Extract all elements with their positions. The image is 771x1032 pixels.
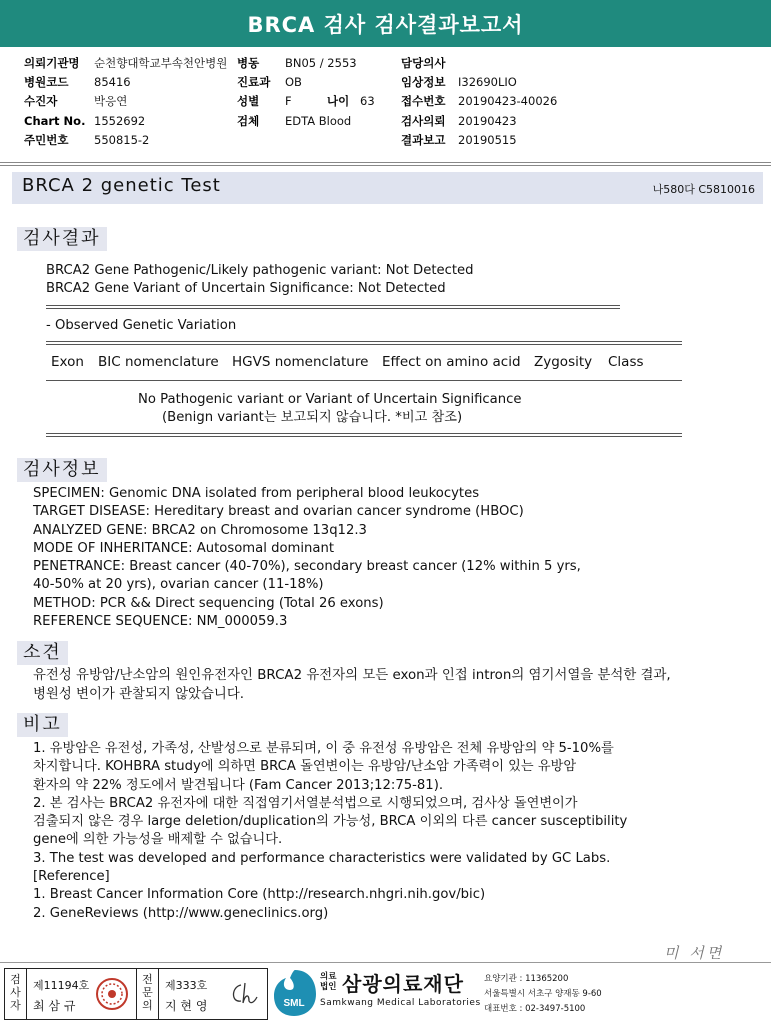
org-address: 서울특별시 서초구 양재동 9-60 <box>484 989 602 999</box>
org-prefix-bottom: 법인 <box>320 982 337 992</box>
remarks-line: [Reference] <box>33 869 110 885</box>
col-effect: Effect on amino acid <box>382 354 521 370</box>
testinfo-line: METHOD: PCR && Direct sequencing (Total 26 exons) <box>33 595 384 611</box>
patient-info <box>0 50 771 160</box>
signature-icon <box>227 979 261 1009</box>
logo-text: SML <box>283 998 305 1009</box>
result-line-2: BRCA2 Gene Variant of Uncertain Significance: Not Detected <box>46 281 446 296</box>
table-header-rule <box>46 380 682 381</box>
col-bic: BIC nomenclature <box>98 354 219 370</box>
remarks-line: 3. The test was developed and performance characteristics were validated by GC Labs. <box>33 850 611 866</box>
footer <box>0 966 771 1026</box>
org-phone: 대표번호 : 02-3497-5100 <box>484 1004 586 1014</box>
remarks-line: 2. GeneReviews (http://www.geneclinics.org) <box>33 905 329 921</box>
hospital-code-value: 85416 <box>94 75 131 89</box>
testinfo-line: TARGET DISEASE: Hereditary breast and ovarian cancer syndrome (HBOC) <box>33 504 524 520</box>
header-divider <box>0 162 771 166</box>
ward-label: 병동 <box>237 56 260 70</box>
recipient-value: 박응연 <box>94 94 128 108</box>
clinical-label: 임상정보 <box>401 75 446 89</box>
specialist-label: 전문의 <box>142 973 153 1012</box>
test-name: BRCA 2 genetic Test <box>22 175 221 196</box>
institution-label: 의뢰기관명 <box>24 56 80 70</box>
tester-label-cell <box>5 969 27 1019</box>
handwritten-signature: 미 서면 <box>664 944 725 962</box>
testinfo-line: SPECIMEN: Genomic DNA isolated from peripheral blood leukocytes <box>33 486 480 501</box>
no-variant-line-2: (Benign variant는 보고되지 않습니다. *비고 참조) <box>162 410 463 425</box>
dept-label: 진료과 <box>237 75 271 89</box>
org-prefix <box>320 972 336 992</box>
sex-value: F <box>285 94 292 108</box>
remarks-line: 2. 본 검사는 BRCA2 유전자에 대한 직접염기서열분석법으로 시행되었으며, 검사상 돌연변이가 <box>33 795 578 811</box>
hospital-code-label: 병원코드 <box>24 75 69 89</box>
receipt-value: 20190423-40026 <box>458 94 558 108</box>
col-hgvs: HGVS nomenclature <box>232 354 369 370</box>
testinfo-line: MODE OF INHERITANCE: Autosomal dominant <box>33 540 334 556</box>
tester-name: 최 삼 규 <box>33 999 76 1013</box>
col-class: Class <box>608 354 644 370</box>
table-bottom-rule <box>46 433 682 437</box>
no-variant-line-1: No Pathogenic variant or Variant of Uncertain Significance <box>138 392 522 407</box>
col-exon: Exon <box>51 354 84 370</box>
specimen-value: EDTA Blood <box>285 114 352 128</box>
org-prefix-top: 의료 <box>320 972 337 982</box>
tester-label: 검사자 <box>10 973 21 1012</box>
section-remarks-heading: 비고 <box>17 713 68 737</box>
org-contact <box>484 972 602 1017</box>
testinfo-line: ANALYZED GENE: BRCA2 on Chromosome 13q12.3 <box>33 522 367 538</box>
age-value: 63 <box>360 94 375 108</box>
seal-icon <box>95 977 129 1011</box>
request-value: 20190423 <box>458 114 517 128</box>
section-testinfo-heading: 검사정보 <box>17 458 107 482</box>
org-name: 삼광의료재단 <box>342 972 464 996</box>
request-label: 검사의뢰 <box>401 114 446 128</box>
clinical-value: I32690LIO <box>458 75 517 89</box>
chart-value: 1552692 <box>94 114 146 128</box>
testinfo-line: 40-50% at 20 yrs), ovarian cancer (11-18%) <box>33 577 324 593</box>
section-findings-heading: 소견 <box>17 641 68 665</box>
remarks-line: 차지합니다. KOHBRA study에 의하면 BRCA 돌연변이는 유방암/난소암 가족력이 있는 유방암 <box>33 759 577 775</box>
resident-value: 550815-2 <box>94 133 150 147</box>
tester-number: 제11194호 <box>33 979 90 992</box>
col-zygosity: Zygosity <box>534 354 593 370</box>
remarks-line: gene에 의한 가능성을 배제할 수 없습니다. <box>33 832 283 848</box>
specialist-name: 지 현 영 <box>165 999 208 1013</box>
chart-label: Chart No. <box>24 114 86 128</box>
remarks-line: 1. Breast Cancer Information Core (http://research.nhgri.nih.gov/bic) <box>33 887 486 903</box>
footer-divider <box>0 962 771 963</box>
receipt-label: 접수번호 <box>401 94 446 108</box>
test-code: 나580다 C5810016 <box>652 183 755 196</box>
specialist-label-cell <box>136 969 159 1019</box>
result-line-1: BRCA2 Gene Pathogenic/Likely pathogenic variant: Not Detected <box>46 263 474 278</box>
signature-box <box>4 968 268 1020</box>
table-top-rule <box>46 341 682 345</box>
dept-value: OB <box>285 75 302 89</box>
report-title: BRCA 검사 검사결과보고서 <box>0 0 771 47</box>
section-results-heading: 검사결과 <box>17 227 107 251</box>
remarks-lines <box>33 740 627 923</box>
test-band <box>12 172 763 204</box>
remarks-line: 환자의 약 22% 정도에서 발견됩니다 (Fam Cancer 2013;12:75-81). <box>33 777 444 793</box>
sex-label: 성별 <box>237 94 260 108</box>
testinfo-line: REFERENCE SEQUENCE: NM_000059.3 <box>33 614 288 630</box>
remarks-line: 1. 유방암은 유전성, 가족성, 산발성으로 분류되며, 이 중 유전성 유방암은 전체 유방암의 약 5-10%를 <box>33 741 614 756</box>
testinfo-lines <box>33 485 581 631</box>
findings-line: 유전성 유방암/난소암의 원인유전자인 BRCA2 유전자의 모든 exon과 인접 intron의 염기서열을 분석한 결과, <box>33 668 671 683</box>
report-value: 20190515 <box>458 133 517 147</box>
observed-label: - Observed Genetic Variation <box>46 318 237 333</box>
sml-logo-icon <box>272 968 318 1018</box>
remarks-line: 검출되지 않은 경우 large deletion/duplication의 가능성, BRCA 이외의 다른 cancer susceptibility <box>33 814 628 830</box>
specialist-number: 제333호 <box>165 979 208 992</box>
doctor-label: 담당의사 <box>401 56 446 70</box>
ward-value: BN05 / 2553 <box>285 56 357 70</box>
findings-line: 병원성 변이가 관찰되지 않았습니다. <box>33 686 245 702</box>
findings-lines <box>33 667 671 704</box>
institution-value: 순천향대학교부속천안병원 <box>94 56 228 70</box>
age-label: 나이 <box>327 94 350 108</box>
result-divider <box>46 305 620 309</box>
org-code: 요양기관 : 11365200 <box>484 974 569 984</box>
report-label: 결과보고 <box>401 133 446 147</box>
recipient-label: 수진자 <box>24 94 58 108</box>
org-english-name: Samkwang Medical Laboratories <box>320 998 481 1008</box>
testinfo-line: PENETRANCE: Breast cancer (40-70%), secondary breast cancer (12% within 5 yrs, <box>33 559 581 575</box>
specimen-label: 검체 <box>237 114 260 128</box>
resident-label: 주민번호 <box>24 133 69 147</box>
